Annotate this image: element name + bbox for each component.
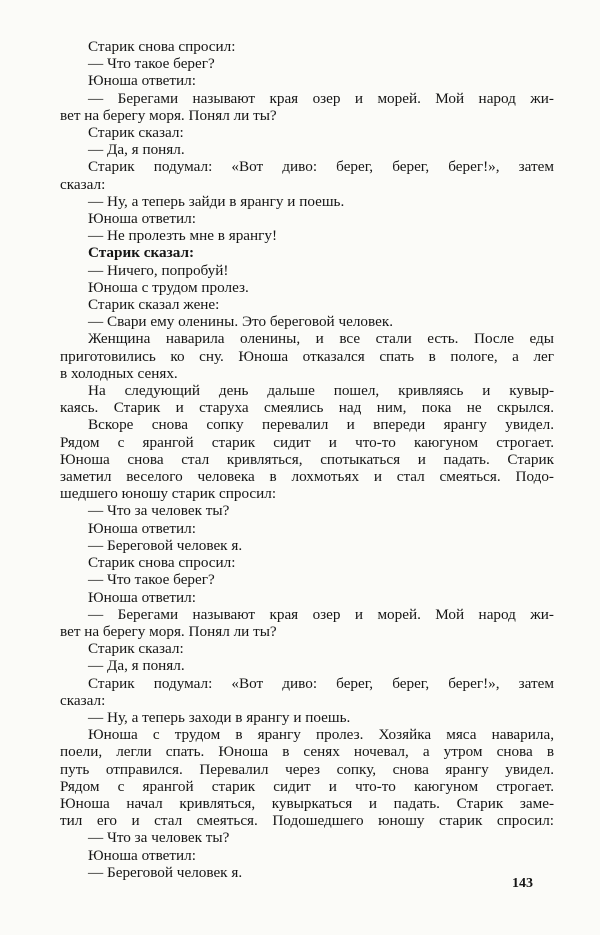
text-line: — Ничего, попробуй! — [88, 261, 229, 279]
text-line: Юноша ответил: — [88, 72, 196, 90]
text-line: — Свари ему оленины. Это береговой человек. — [88, 313, 394, 331]
text-line: Старик подумал: «Вот диво: берег, берег, берег!», затем — [88, 158, 554, 176]
text-line: Старик сказал: — [88, 640, 184, 658]
text-line: шедшего юношу старик спросил: — [60, 485, 277, 503]
text-line: Юноша с трудом пролез. — [88, 278, 249, 296]
text-line: в холодных сенях. — [60, 364, 178, 382]
text-line: Юноша ответил: — [88, 210, 196, 228]
text-line: заметил веселого человека в лохмотьях и стал смеяться. Подо- — [60, 468, 554, 486]
text-line: Рядом с ярангой старик сидит и что-то каюгуном строгает. — [60, 433, 554, 451]
text-line: поели, легли спать. Юноша в сенях ночевал, а утром снова в — [60, 743, 554, 761]
text-line: Старик подумал: «Вот диво: берег, берег, берег!», затем — [88, 674, 554, 692]
text-line: приготовились ко сну. Юноша отказался спать в пологе, а лег — [60, 347, 554, 365]
text-line: Старик снова спросил: — [88, 554, 236, 572]
text-line: Юноша начал кривляться, кувыркаться и падать. Старик заме- — [60, 794, 554, 812]
text-line: — Да, я понял. — [88, 657, 185, 675]
text-line: Юноша ответил: — [88, 519, 196, 537]
page-number: 143 — [512, 876, 533, 891]
text-line: вет на берегу моря. Понял ли ты? — [60, 106, 277, 124]
text-line: Юноша снова стал кривляться, спотыкаться и падать. Старик — [60, 450, 554, 468]
text-line: — Береговой человек я. — [88, 863, 243, 881]
text-line: — Не пролезть мне в ярангу! — [88, 227, 278, 245]
text-line: — Берегами называют края озер и морей. Мой народ жи- — [88, 89, 554, 107]
text-line: путь отправился. Перевалил через сопку, снова ярангу увидел. — [60, 760, 554, 778]
text-line: Старик снова спросил: — [88, 38, 236, 55]
text-line: — Что такое берег? — [88, 571, 215, 589]
text-line: сказал: — [60, 691, 106, 709]
text-line: — Берегами называют края озер и морей. Мой народ жи- — [88, 605, 554, 623]
text-line: — Что за человек ты? — [88, 502, 230, 520]
text-line: Рядом с ярангой старик сидит и что-то каюгуном строгает. — [60, 777, 554, 795]
text-line: каясь. Старик и старуха смеялись над ним, пока не скрылся. — [60, 399, 554, 417]
text-line: — Ну, а теперь зайди в ярангу и поешь. — [88, 192, 345, 210]
text-line: Вскоре снова сопку перевалил и впереди ярангу увидел. — [88, 416, 554, 434]
text-line: — Ну, а теперь заходи в ярангу и поешь. — [88, 708, 351, 726]
page-body-text — [60, 38, 554, 881]
text-line: — Береговой человек я. — [88, 536, 243, 554]
text-line: Старик сказал: — [88, 124, 184, 142]
text-line: Юноша ответил: — [88, 846, 196, 864]
text-line: — Что за человек ты? — [88, 829, 230, 847]
text-line: Юноша ответил: — [88, 588, 196, 606]
text-line: Старик сказал жене: — [88, 296, 220, 314]
text-line: — Что такое берег? — [88, 55, 215, 73]
text-line: тил его и стал смеяться. Подошедшего юношу старик спросил: — [60, 812, 554, 830]
text-line: вет на берегу моря. Понял ли ты? — [60, 622, 277, 640]
text-line: Юноша с трудом в ярангу пролез. Хозяйка мяса наварила, — [88, 726, 554, 744]
text-line: — Да, я понял. — [88, 141, 185, 159]
text-line: На следующий день дальше пошел, кривляясь и кувыр- — [88, 382, 554, 400]
text-line: Старик сказал: — [88, 244, 195, 262]
text-line: сказал: — [60, 175, 106, 193]
text-line: Женщина наварила оленины, и все стали есть. После еды — [88, 330, 554, 348]
